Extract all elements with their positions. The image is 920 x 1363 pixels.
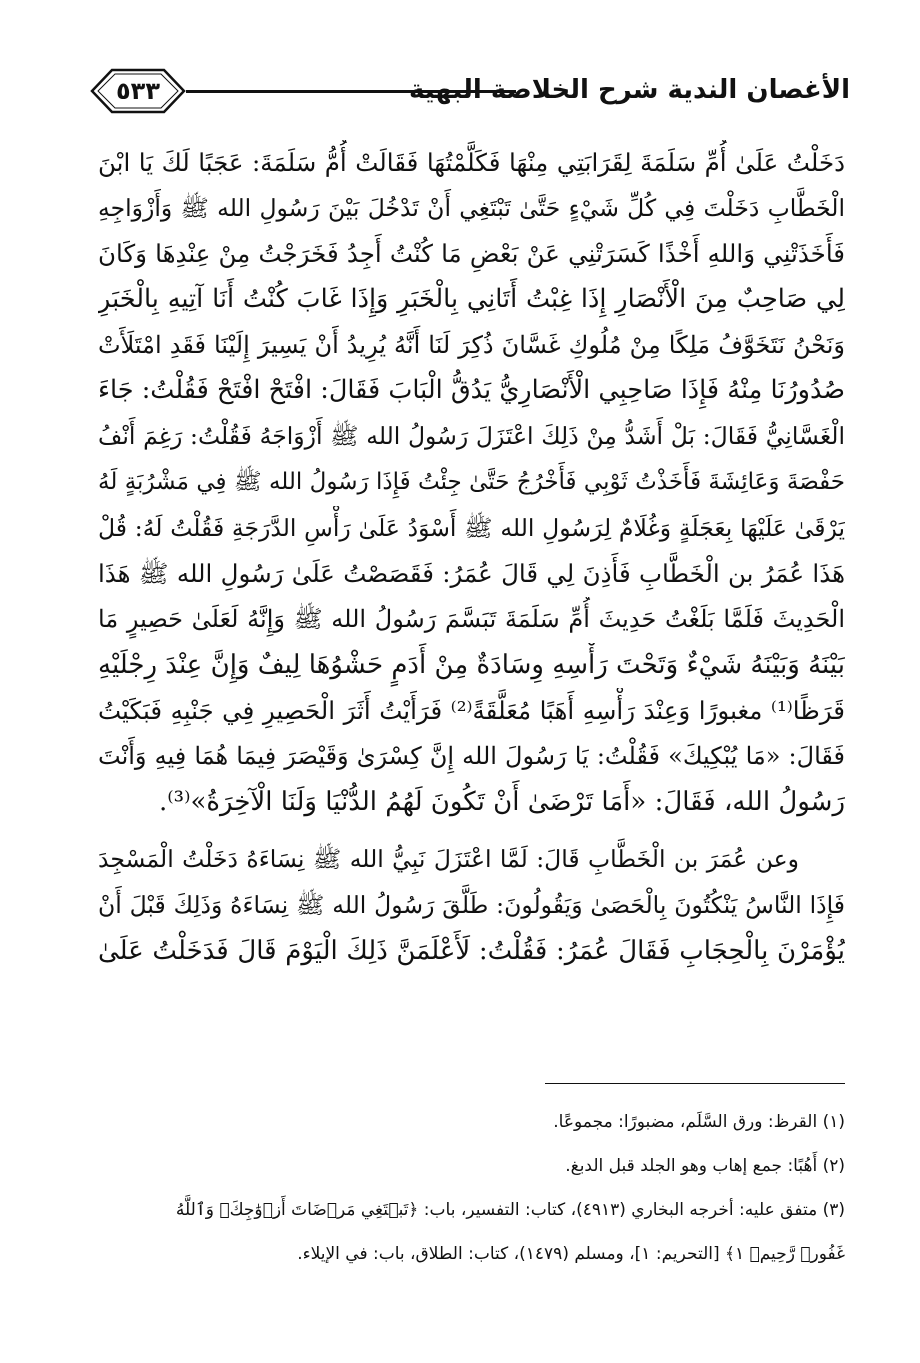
footnote: (١) القرظ: ورق السَّلَم، مضبورًا: مجموعًا. <box>553 1112 845 1132</box>
footnote: (٢) أَهُبًا: جمع إهاب وهو الجلد قبل الدبغ. <box>565 1156 845 1176</box>
text-line: لِي صَاحِبٌ مِنَ الْأَنْصَارِ إِذَا غِبْتُ أَتَانِي بِالْخَبَرِ وَإِذَا غَابَ كُنْتُ أَنَا آتِيهِ بِالْخَبَرِ <box>98 284 845 315</box>
page-header <box>90 68 850 118</box>
text-line: صُدُورُنَا مِنْهُ فَإِذَا صَاحِبِي الْأَنْصَارِيُّ يَدُقُّ الْبَابَ فَقَالَ: افْتَحْ افْتَحْ فَقُلْتُ: جَاءَ <box>98 375 845 406</box>
text-line: دَخَلْتُ عَلَىٰ أُمِّ سَلَمَةَ لِقَرَابَتِي مِنْهَا فَكَلَّمْتُهَا فَقَالَتْ أُمُّ سَلَمَةَ: عَجَبًا لَكَ يَا ابْنَ <box>98 148 845 177</box>
footnote-continuation: غَفُورٞ رَّحِيمٞ ١﴾ [التحريم: ١]، ومسلم (١٤٧٩)، كتاب: الطلاق، باب: في الإيلاء. <box>297 1244 845 1264</box>
text-line: حَفْصَةَ وَعَائِشَةَ فَأَخَذْتُ ثَوْبِي فَأَخْرُجُ حَتَّىٰ جِئْتُ فَإِذَا رَسُولُ الله ﷺ فِي مَشْرُبَةٍ لَهُ <box>98 468 845 495</box>
text-line: هَذَا عُمَرُ بن الْخَطَّابِ فَأَذِنَ لِي قَالَ عُمَرُ: فَقَصَصْتُ عَلَىٰ رَسُولِ الله ﷺ هَذَا <box>98 559 845 589</box>
text-line: يُؤْمَرْنَ بِالْحِجَابِ فَقَالَ عُمَرُ: فَقُلْتُ: لَأَعْلَمَنَّ ذَلِكَ الْيَوْمَ قَالَ فَدَخَلْتُ عَلَىٰ <box>98 935 845 966</box>
footnote: (٣) متفق عليه: أخرجه البخاري (٤٩١٣)، كتاب: التفسير، باب: ﴿تَبۡتَغِي مَرۡضَاتَ أَزۡوَٰجِكَۚ وَٱللَّهُ <box>175 1200 845 1220</box>
text-line: رَسُولُ الله، فَقَالَ: «أَمَا تَرْضَىٰ أَنْ تَكُونَ لَهُمُ الدُّنْيَا وَلَنَا الْآخِرَةُ»⁽³⁾. <box>158 786 845 817</box>
page-number-badge <box>90 68 186 114</box>
text-line: الْخَطَّابِ دَخَلْتَ فِي كُلِّ شَيْءٍ حَتَّىٰ تَبْتَغِي أَنْ تَدْخُلَ بَيْنَ رَسُولِ الله ﷺ وَأَزْوَاجِهِ <box>98 193 845 222</box>
text-line: قَرَظًا⁽¹⁾ مغبورًا وَعِنْدَ رَأْسِهِ أَهَبًا مُعَلَّقَةً⁽²⁾ فَرَأَيْتُ أَثَرَ الْحَصِيرِ فِي جَنْبِهِ فَبَكَيْتُ <box>98 696 845 726</box>
main-text <box>98 140 845 974</box>
text-line: فَإِذَا النَّاسُ يَنْكُتُونَ بِالْحَصَىٰ وَيَقُولُونَ: طَلَّقَ رَسُولُ الله ﷺ نِسَاءَهُ وَذَلِكَ قَبْلَ أَنْ <box>98 891 845 919</box>
text-line: فَأَخَذَتْنِي وَاللهِ أَخْذًا كَسَرَتْنِي عَنْ بَعْضِ مَا كُنْتُ أَجِدُ فَخَرَجْتُ مِنْ عِنْدِهَا وَكَانَ <box>98 239 845 269</box>
text-line: وعن عُمَرَ بن الْخَطَّابِ قَالَ: لَمَّا اعْتَزَلَ نَبِيُّ الله ﷺ نِسَاءَهُ دَخَلْتُ الْمَسْجِدَ <box>98 845 799 874</box>
book-title: الأغصان الندية شرح الخلاصة البهية <box>408 75 850 105</box>
footnote-separator <box>545 1083 845 1084</box>
text-line: بَيْنَهُ وَبَيْنَهُ شَيْءٌ وَتَحْتَ رَأْسِهِ وِسَادَةٌ مِنْ أَدَمٍ حَشْوُهَا لِيفٌ وَإِنَّ عِنْدَ رِجْلَيْهِ <box>98 649 845 680</box>
footnotes <box>98 1100 845 1276</box>
text-line: وَنَحْنُ نَتَخَوَّفُ مَلِكًا مِنْ مُلُوكِ غَسَّانَ ذُكِرَ لَنَا أَنَّهُ يُرِيدُ أَنْ يَسِيرَ إِلَيْنَا فَقَدِ امْتَلَأَتْ <box>98 330 845 359</box>
page-number: ٥٣٣ <box>116 77 160 105</box>
text-line: فَقَالَ: «مَا يُبْكِيكَ» فَقُلْتُ: يَا رَسُولَ الله إِنَّ كِسْرَىٰ وَقَيْصَرَ فِيمَا هُمَا فِيهِ وَأَنْتَ <box>98 741 845 770</box>
text-line: الْحَدِيثَ فَلَمَّا بَلَغْتُ حَدِيثَ أُمِّ سَلَمَةَ تَبَسَّمَ رَسُولُ الله ﷺ وَإِنَّهُ لَعَلَىٰ حَصِيرٍ مَا <box>98 604 845 633</box>
text-line: يَرْقَىٰ عَلَيْهَا بِعَجَلَةٍ وَغُلَامٌ لِرَسُولِ الله ﷺ أَسْوَدُ عَلَىٰ رَأْسِ الدَّرَجَةِ فَقُلْتُ لَهُ: قُلْ <box>98 513 845 542</box>
text-line: الْغَسَّانِيُّ فَقَالَ: بَلْ أَشَدُّ مِنْ ذَلِكَ اعْتَزَلَ رَسُولُ الله ﷺ أَزْوَاجَهُ فَقُلْتُ: رَغِمَ أَنْفُ <box>98 422 845 451</box>
